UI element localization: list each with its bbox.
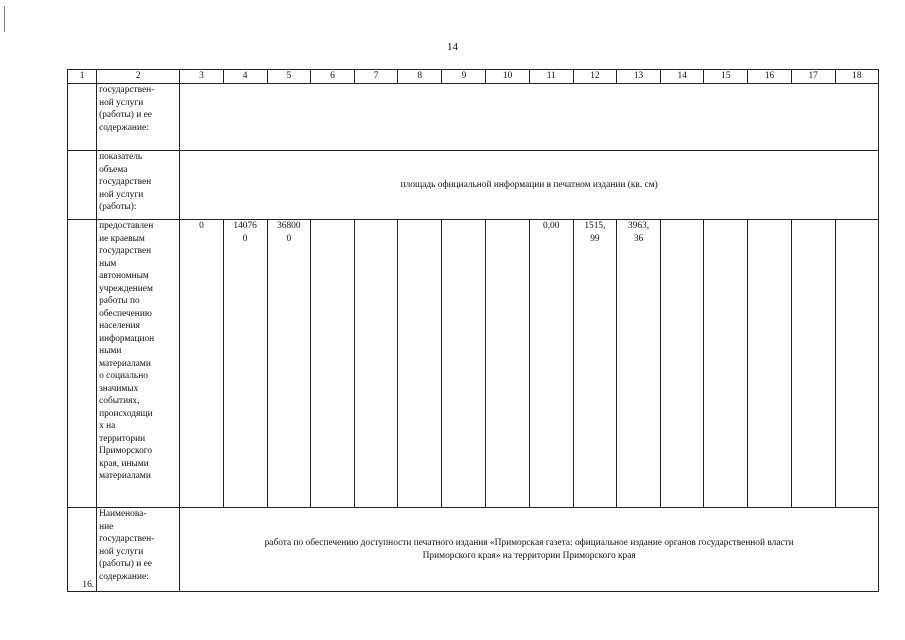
scan-edge-mark bbox=[4, 6, 5, 32]
column-header: 9 bbox=[442, 70, 486, 84]
value-cell-col16 bbox=[748, 220, 791, 508]
row-number-cell bbox=[68, 151, 97, 220]
value-cell-col5: 36800 0 bbox=[267, 220, 310, 508]
column-header: 16 bbox=[748, 70, 791, 84]
column-header: 14 bbox=[661, 70, 704, 84]
value-cell-col9 bbox=[442, 220, 486, 508]
value-cell-col4: 14076 0 bbox=[223, 220, 267, 508]
column-header: 17 bbox=[791, 70, 835, 84]
column-header: 7 bbox=[355, 70, 398, 84]
indicator-unit-text: площадь официальной информации в печатном издании (кв. см) bbox=[180, 151, 879, 220]
row-number-cell bbox=[68, 84, 97, 151]
value-cell-col14 bbox=[661, 220, 704, 508]
value-cell-col12: 1515, 99 bbox=[573, 220, 616, 508]
value-cell-col17 bbox=[791, 220, 835, 508]
column-header: 11 bbox=[529, 70, 573, 84]
value-cell-col8 bbox=[398, 220, 442, 508]
report-table bbox=[67, 69, 879, 592]
column-header: 6 bbox=[310, 70, 354, 84]
column-header: 15 bbox=[704, 70, 748, 84]
row-number-cell: 16. bbox=[68, 508, 97, 592]
column-header: 10 bbox=[486, 70, 529, 84]
column-header: 8 bbox=[398, 70, 442, 84]
service-content-text: работа по обеспечению доступности печатного издания «Приморская газета: официальное издание органов государственной власти Приморского края» на территории Приморского края bbox=[180, 508, 879, 592]
value-cell-col18 bbox=[835, 220, 878, 508]
merged-empty-cell bbox=[180, 84, 879, 151]
column-header: 18 bbox=[835, 70, 878, 84]
service-name-label: Наименова- ние государствен- ной услуги (работы) и ее содержание: bbox=[97, 508, 180, 592]
page-number: 14 bbox=[447, 41, 458, 53]
table-header-row bbox=[68, 70, 879, 84]
column-header: 1 bbox=[68, 70, 97, 84]
value-cell-col11: 0,00 bbox=[529, 220, 573, 508]
value-cell-col3: 0 bbox=[180, 220, 223, 508]
column-header: 13 bbox=[616, 70, 660, 84]
table-row bbox=[68, 151, 879, 220]
value-cell-col15 bbox=[704, 220, 748, 508]
value-cell-col10 bbox=[486, 220, 529, 508]
value-cell-col7 bbox=[355, 220, 398, 508]
column-header: 2 bbox=[97, 70, 180, 84]
table-row bbox=[68, 220, 879, 508]
column-header: 5 bbox=[267, 70, 310, 84]
table-row bbox=[68, 508, 879, 592]
work-description-label: предоставлен ие краевым государствен ным автономным учреждением работы по обеспечению населения информацион ными материалами о социально значимых событиях, происходящи х на территории Приморского края, иными материалами bbox=[97, 220, 180, 508]
row-number-cell bbox=[68, 220, 97, 508]
column-header: 3 bbox=[180, 70, 223, 84]
column-header: 12 bbox=[573, 70, 616, 84]
service-name-label: государствен- ной услуги (работы) и ее содержание: bbox=[97, 84, 180, 151]
volume-indicator-label: показатель объема государствен ной услуги (работы): bbox=[97, 151, 180, 220]
table-row bbox=[68, 84, 879, 151]
value-cell-col6 bbox=[310, 220, 354, 508]
column-header: 4 bbox=[223, 70, 267, 84]
value-cell-col13: 3963, 36 bbox=[616, 220, 660, 508]
